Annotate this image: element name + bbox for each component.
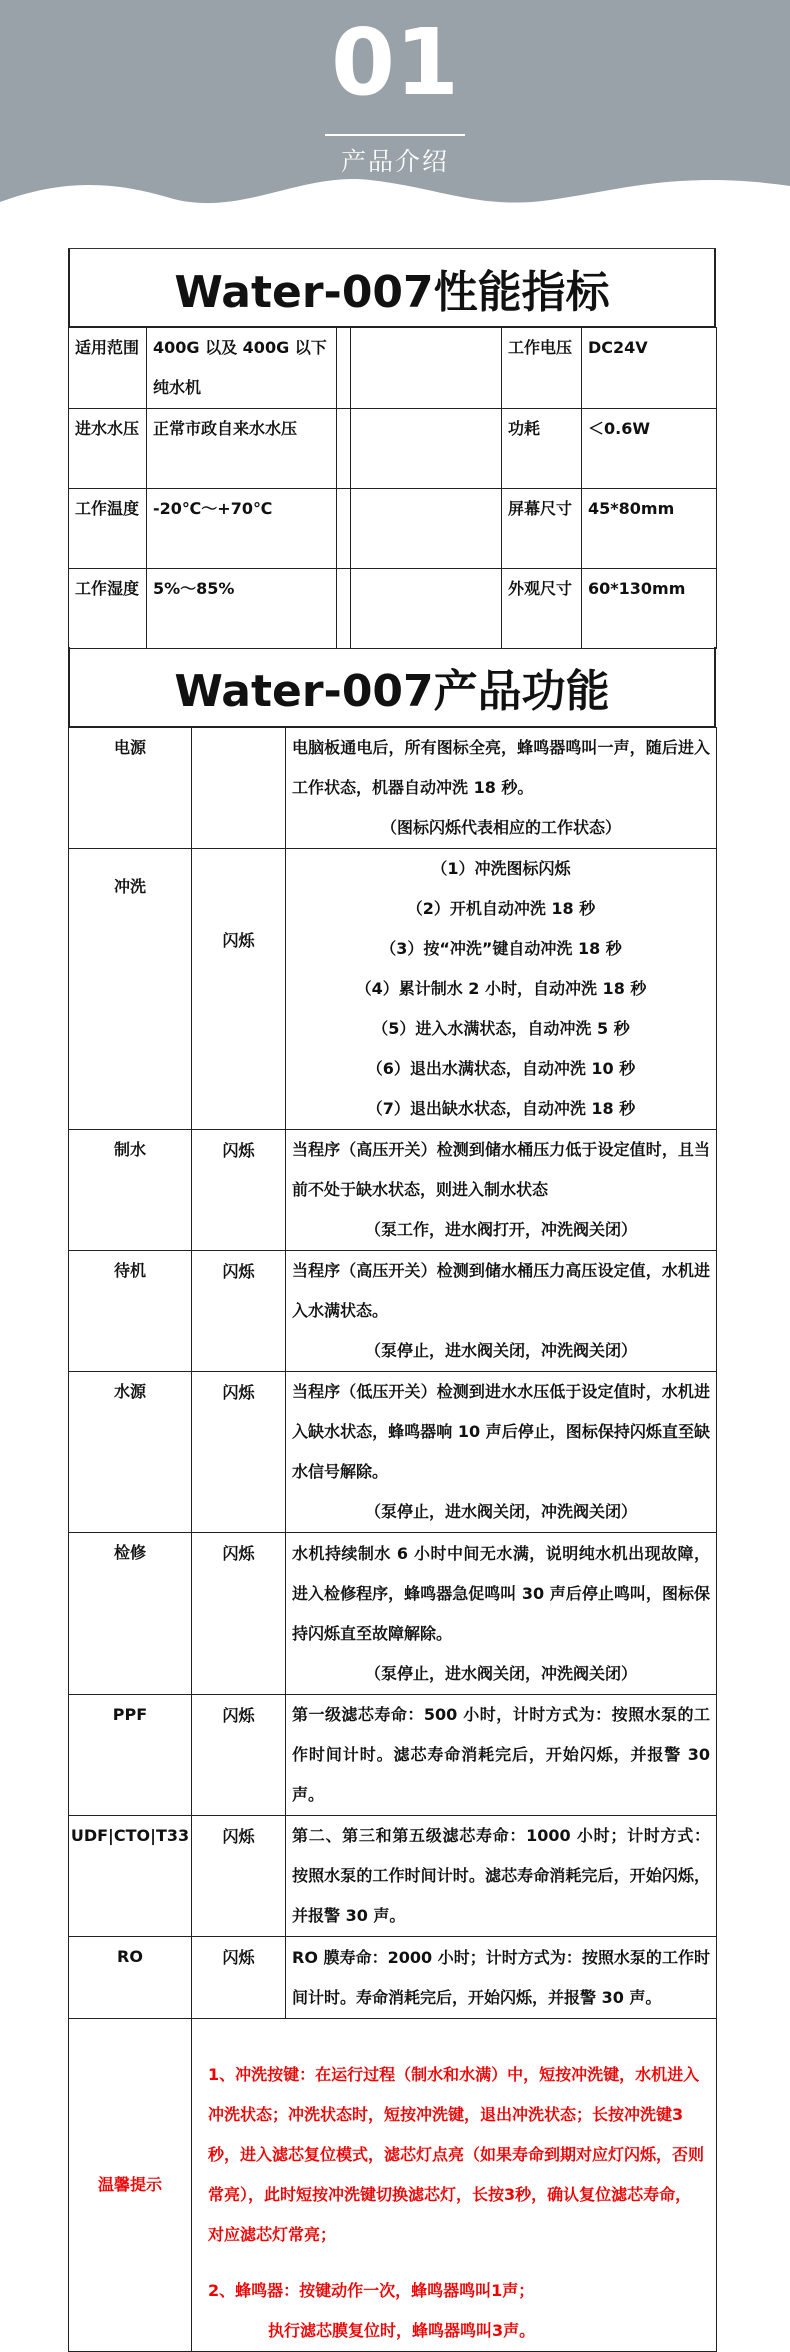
table-row	[69, 489, 717, 569]
function-state: 闪烁	[192, 1251, 286, 1372]
function-state: 闪烁	[192, 1816, 286, 1937]
spec-title: Water-007性能指标	[68, 249, 716, 327]
function-state: 闪烁	[192, 1130, 286, 1251]
section-number: 01	[330, 9, 460, 116]
function-label: 冲洗	[69, 849, 192, 1130]
function-description: 第一级滤芯寿命：500 小时，计时方式为：按照水泵的工作时间计时。滤芯寿命消耗完后，开始闪烁，并报警 30 声。	[286, 1695, 717, 1816]
function-description: （1）冲洗图标闪烁 （2）开机自动冲洗 18 秒 （3）按“冲洗”键自动冲洗 18 秒 （4）累计制水 2 小时，自动冲洗 18 秒 （5）进入水满状态，自动冲洗 5 秒 （6）退出水满状态，自动冲洗 10 秒 （7）退出缺水状态，自动冲洗 18 秒	[286, 849, 717, 1130]
function-state	[192, 728, 286, 849]
spec-label: 适用范围	[69, 328, 147, 409]
table-row	[69, 1251, 717, 1372]
table-row	[69, 728, 717, 849]
function-label: 水源	[69, 1372, 192, 1533]
function-state: 闪烁	[192, 1695, 286, 1816]
spec-label: 屏幕尺寸	[502, 489, 582, 569]
function-label: 电源	[69, 728, 192, 849]
spec-value: 5%～85%	[147, 569, 337, 649]
tips-item-flush: 1、冲洗按键：在运行过程（制水和水满）中，短按冲洗键，水机进入冲洗状态；冲洗状态时，短按冲洗键，退出冲洗状态；长按冲洗键3秒，进入滤芯复位模式，滤芯灯点亮（如果寿命到期对应灯闪烁，否则常亮），此时短按冲洗键切换滤芯灯，长按3秒，确认复位滤芯寿命，对应滤芯灯常亮；	[208, 2065, 705, 2244]
spec-label: 工作湿度	[69, 569, 147, 649]
table-row	[69, 569, 717, 649]
spec-value: ＜0.6W	[582, 409, 717, 489]
table-row	[69, 1533, 717, 1695]
spec-label: 工作温度	[69, 489, 147, 569]
function-description: 电脑板通电后，所有图标全亮，蜂鸣器鸣叫一声，随后进入工作状态，机器自动冲洗 18 秒。 （图标闪烁代表相应的工作状态）	[286, 728, 717, 849]
spec-document	[68, 248, 716, 2340]
function-description: 当程序（低压开关）检测到进水水压低于设定值时，水机进入缺水状态，蜂鸣器响 10 声后停止，图标保持闪烁直至缺水信号解除。 （泵停止，进水阀关闭，冲洗阀关闭）	[286, 1372, 717, 1533]
tips-item-buzzer: 2、蜂鸣器：按键动作一次，蜂鸣器鸣叫1声；	[208, 2281, 535, 2300]
table-row	[69, 1937, 717, 2019]
spec-value: 45*80mm	[582, 489, 717, 569]
title-underline	[325, 134, 465, 136]
header-banner	[0, 0, 790, 230]
table-row	[69, 849, 717, 1130]
table-row	[69, 1130, 717, 1251]
function-state: 闪烁	[192, 1372, 286, 1533]
table-row	[69, 328, 717, 409]
table-row	[69, 409, 717, 489]
spec-value: 400G 以及 400G 以下纯水机	[147, 328, 337, 409]
function-state: 闪烁	[192, 849, 286, 1130]
function-description: RO 膜寿命：2000 小时；计时方式为：按照水泵的工作时间计时。寿命消耗完后，开始闪烁，并报警 30 声。	[286, 1937, 717, 2019]
function-state: 闪烁	[192, 1937, 286, 2019]
wave-decoration	[0, 150, 790, 230]
function-label: PPF	[69, 1695, 192, 1816]
table-row	[69, 1372, 717, 1533]
spec-value: DC24V	[582, 328, 717, 409]
spec-label: 工作电压	[502, 328, 582, 409]
function-label: 待机	[69, 1251, 192, 1372]
table-row	[69, 1695, 717, 1816]
function-state: 闪烁	[192, 1533, 286, 1695]
function-label: UDF|CTO|T33	[69, 1816, 192, 1937]
section-subtitle: 产品介绍	[340, 147, 449, 176]
spec-value: 60*130mm	[582, 569, 717, 649]
tips-label: 温馨提示	[69, 2019, 192, 2352]
function-description: 水机持续制水 6 小时中间无水满，说明纯水机出现故障，进入检修程序，蜂鸣器急促鸣叫 30 声后停止鸣叫，图标保持闪烁直至故障解除。 （泵停止，进水阀关闭，冲洗阀关闭）	[286, 1533, 717, 1695]
spec-label: 外观尺寸	[502, 569, 582, 649]
function-description: 当程序（高压开关）检测到储水桶压力低于设定值时，且当前不处于缺水状态，则进入制水状态 （泵工作，进水阀打开，冲洗阀关闭）	[286, 1130, 717, 1251]
spec-label: 进水水压	[69, 409, 147, 489]
function-description: 第二、第三和第五级滤芯寿命：1000 小时；计时方式：按照水泵的工作时间计时。滤芯寿命消耗完后，开始闪烁，并报警 30 声。	[286, 1816, 717, 1937]
tips-body	[192, 2019, 717, 2352]
function-title: Water-007产品功能	[68, 647, 716, 727]
spec-value: -20℃～+70℃	[147, 489, 337, 569]
tips-item-buzzer-reset: 执行滤芯膜复位时，蜂鸣器鸣叫3声。	[268, 2321, 536, 2340]
tips-row	[69, 2019, 717, 2352]
function-label: RO	[69, 1937, 192, 2019]
spec-label: 功耗	[502, 409, 582, 489]
function-description: 当程序（高压开关）检测到储水桶压力高压设定值，水机进入水满状态。 （泵停止，进水阀关闭，冲洗阀关闭）	[286, 1251, 717, 1372]
table-row	[69, 1816, 717, 1937]
function-label: 制水	[69, 1130, 192, 1251]
function-label: 检修	[69, 1533, 192, 1695]
spec-table	[68, 327, 717, 649]
function-table	[68, 727, 717, 2352]
spec-value: 正常市政自来水水压	[147, 409, 337, 489]
